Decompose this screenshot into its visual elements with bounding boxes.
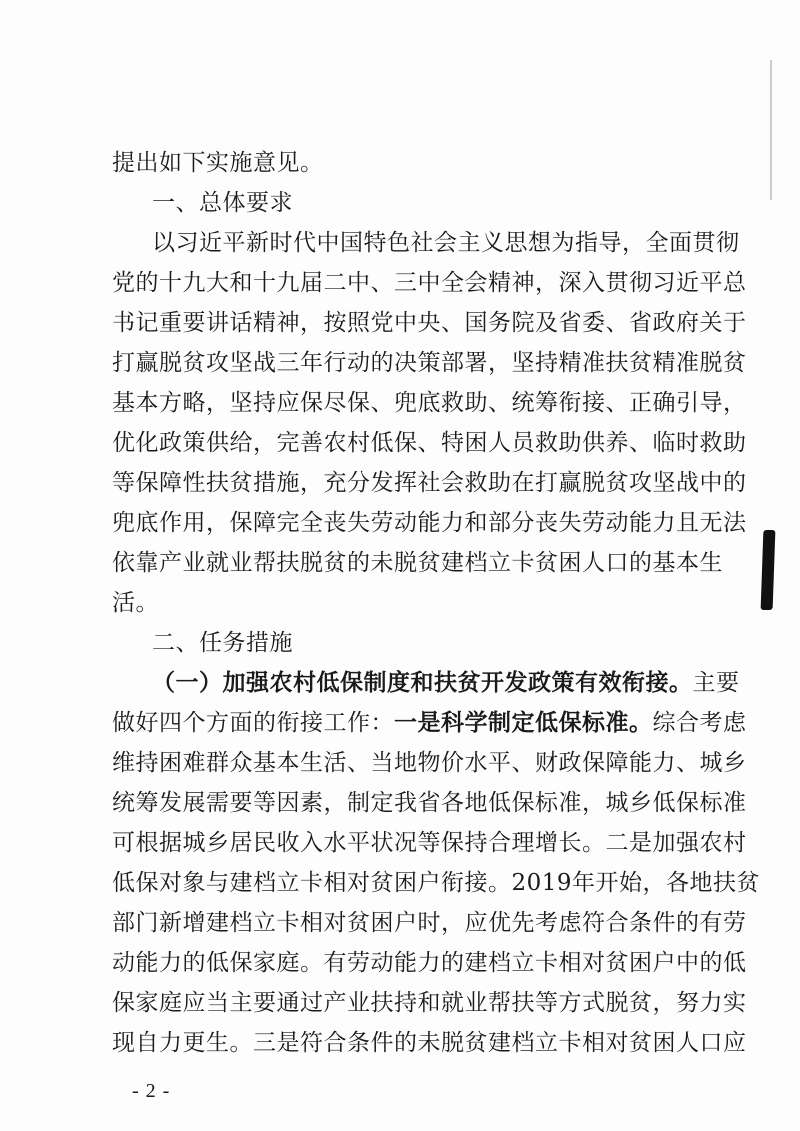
text-line-11: 依靠产业就业帮扶脱贫的未脱贫建档立卡贫困人口的基本生 bbox=[112, 550, 723, 576]
text-line-5: 书记重要讲话精神，按照党中央、国务院及省委、省政府关于 bbox=[112, 310, 747, 336]
text-line-20: 部门新增建档立卡相对贫困户时，应优先考虑符合条件的有劳 bbox=[112, 910, 747, 936]
text-line-21: 动能力的低保家庭。有劳动能力的建档立卡相对贫困户中的低 bbox=[112, 950, 747, 976]
text-line-9: 等保障性扶贫措施，充分发挥社会救助在打赢脱贫攻坚战中的 bbox=[112, 470, 747, 496]
scan-artifact bbox=[761, 530, 776, 610]
inline-bold-measure: 一是科学制定低保标准。 bbox=[394, 709, 653, 736]
text-line-7: 基本方略，坚持应保尽保、兜底救助、统筹衔接、正确引导， bbox=[112, 390, 747, 416]
subsection-heading-tail: 主要 bbox=[692, 670, 740, 696]
text-line-19: 低保对象与建档立卡相对贫困户衔接。2019年开始，各地扶贫 bbox=[112, 870, 761, 896]
text-line-23: 现自力更生。三是符合条件的未脱贫建档立卡相对贫困人口应 bbox=[112, 1030, 747, 1056]
text-line-15-start: 做好四个方面的衔接工作： bbox=[112, 710, 394, 736]
text-line-10: 兜底作用，保障完全丧失劳动能力和部分丧失劳动能力且无法 bbox=[112, 510, 747, 536]
text-line-15-tail: 综合考虑 bbox=[652, 710, 747, 736]
text-line-8: 优化政策供给，完善农村低保、特困人员救助供养、临时救助 bbox=[112, 430, 747, 456]
text-line-18: 可根据城乡居民收入水平状况等保持合理增长。二是加强农村 bbox=[112, 830, 747, 856]
section-heading-2: 二、任务措施 bbox=[152, 630, 293, 656]
text-line-3: 以习近平新时代中国特色社会主义思想为指导，全面贯彻 bbox=[152, 230, 740, 256]
text-line-1: 提出如下实施意见。 bbox=[112, 150, 324, 176]
text-line-4: 党的十九大和十九届二中、三中全会精神，深入贯彻习近平总 bbox=[112, 270, 747, 296]
text-line-17: 统筹发展需要等因素，制定我省各地低保标准，城乡低保标准 bbox=[112, 790, 747, 816]
subsection-heading-line bbox=[152, 668, 740, 698]
page-number: - 2 - bbox=[132, 1080, 171, 1102]
text-line-6: 打赢脱贫攻坚战三年行动的决策部署，坚持精准扶贫精准脱贫 bbox=[112, 350, 747, 376]
scan-edge-artifact bbox=[770, 60, 772, 200]
text-line-16: 维持困难群众基本生活、当地物价水平、财政保障能力、城乡 bbox=[112, 750, 747, 776]
section-heading-1: 一、总体要求 bbox=[152, 190, 293, 216]
subsection-heading-bold: （一）加强农村低保制度和扶贫开发政策有效衔接。 bbox=[152, 669, 693, 696]
text-line-22: 保家庭应当主要通过产业扶持和就业帮扶等方式脱贫，努力实 bbox=[112, 990, 747, 1016]
text-line-12: 活。 bbox=[112, 590, 159, 616]
text-line-15 bbox=[112, 708, 747, 738]
